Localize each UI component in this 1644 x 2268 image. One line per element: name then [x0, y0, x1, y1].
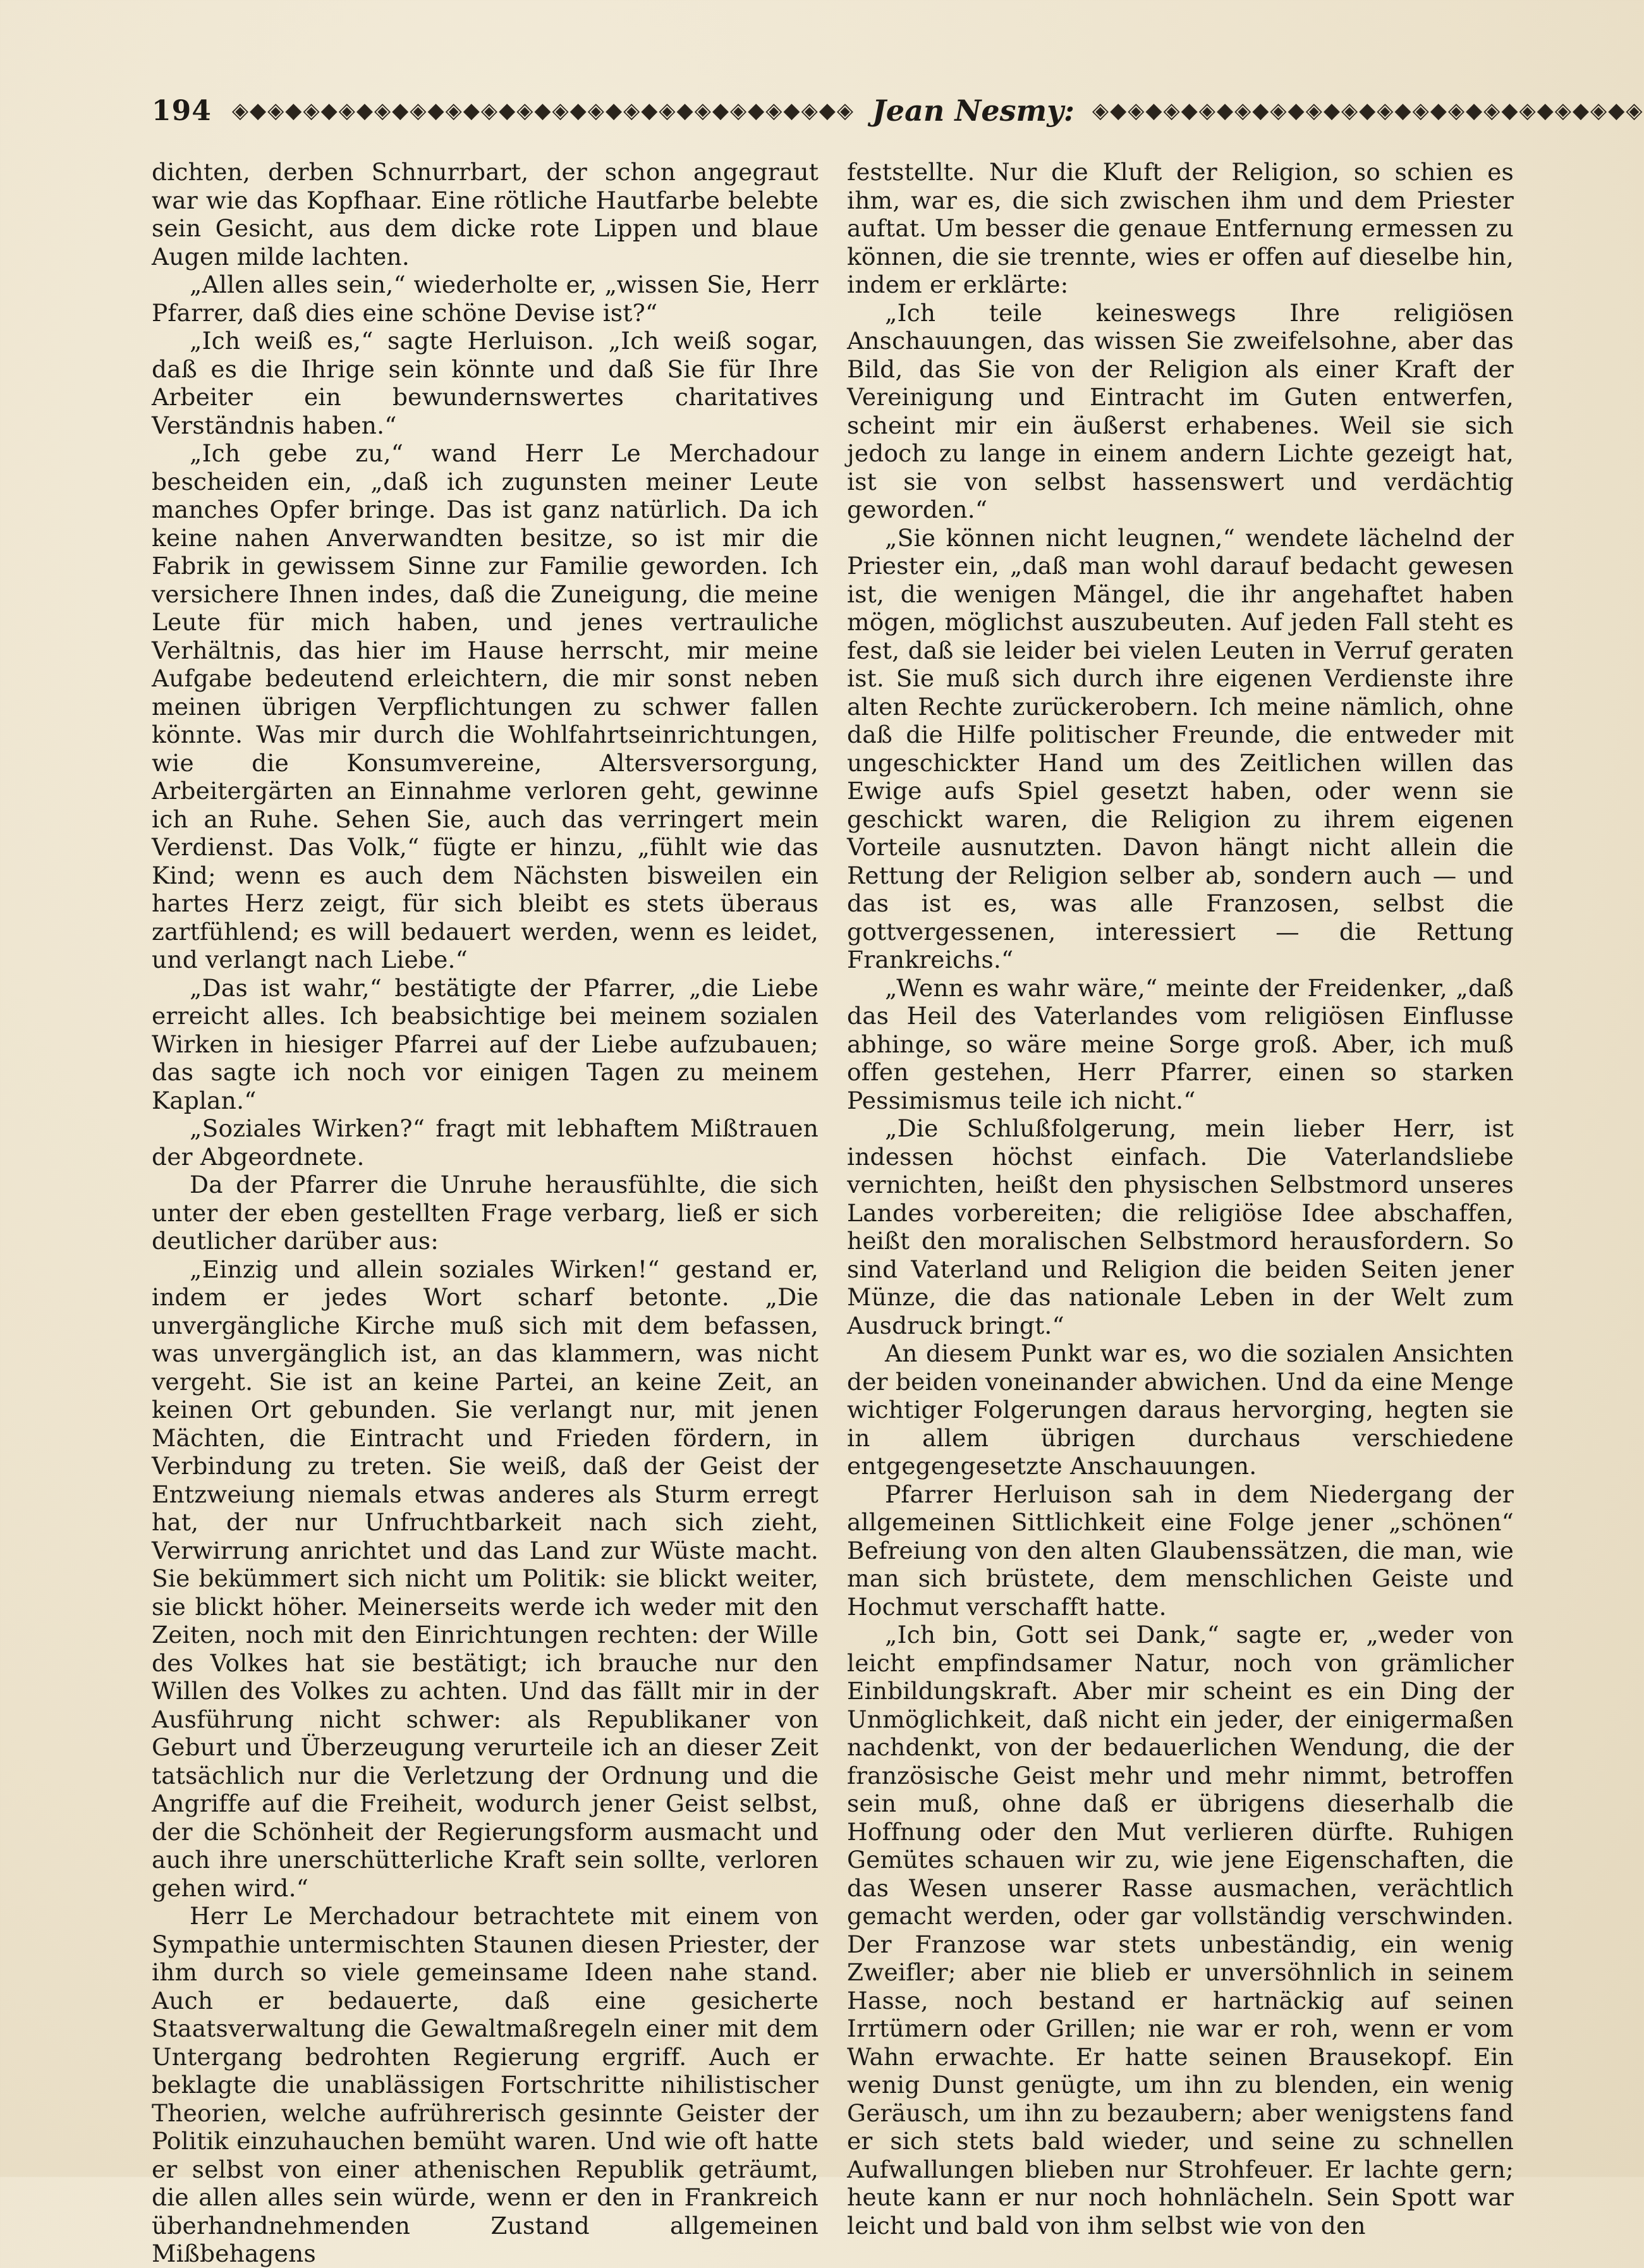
ornament-border-right: ◈◆◈◆◈◆◈◆◈◆◈◆◈◆◈◆◈◆◈◆◈◆◈◆◈◆◈◆◈◆◈ — [1092, 98, 1644, 123]
running-title: Jean Nesmy: — [872, 94, 1075, 128]
right-column — [847, 158, 1514, 2240]
paragraph: „Ich gebe zu,“ wand Herr Le Merchadour bescheiden ein, „daß ich zugunsten meiner Leute manches Opfer bringe. Das ist ganz natürlich. Da ich keine nahen Anverwandten besitze, so ist mir die Fabrik in gewissem Sinne zur Familie geworden. Ich versichere Ihnen indes, daß die Zuneigung, die meine Leute für mich haben, und jenes vertrauliche Verhältnis, das hier im Hause herrscht, mir meine Aufgabe bedeutend erleichtern, die mir sonst neben meinen übrigen Verpflichtungen zu schwer fallen könnte. Was mir durch die Wohlfahrtseinrichtungen, wie die Konsumvereine, Altersversorgung, Arbeitergärten an Einnahme verloren geht, gewinne ich an Ruhe. Sehen Sie, auch das verringert mein Verdienst. Das Volk,“ fügte er hinzu, „fühlt wie das Kind; wenn es auch dem Nächsten bisweilen ein hartes Herz zeigt, für sich bleibt es stets überaus zartfühlend; es will bedauert werden, wenn es leidet, und verlangt nach Liebe.“ — [152, 439, 819, 973]
paragraph: „Allen alles sein,“ wiederholte er, „wissen Sie, Herr Pfarrer, daß dies eine schöne Devise ist?“ — [152, 271, 819, 327]
paragraph: „Die Schlußfolgerung, mein lieber Herr, ist indessen höchst einfach. Die Vaterlandsliebe vernichten, heißt den physischen Selbstmord unseres Landes vorbereiten; die religiöse Idee abschaffen, heißt den moralischen Selbstmord herausfordern. So sind Vaterland und Religion die beiden Seiten jener Münze, die das nationale Leben in der Welt zum Ausdruck bringt.“ — [847, 1114, 1514, 1339]
paragraph: „Ich teile keineswegs Ihre religiösen Anschauungen, das wissen Sie zweifelsohne, aber das Bild, das Sie von der Religion als einer Kraft der Vereinigung und Eintracht im Guten entwerfen, scheint mir ein äußerst erhabenes. Weil sie sich jedoch zu lange in einem andern Lichte gezeigt hat, ist sie von selbst hassenswert und verdächtig geworden.“ — [847, 298, 1514, 523]
page-header — [152, 88, 1644, 133]
paragraph: Herr Le Merchadour betrachtete mit einem von Sympathie untermischten Staunen diesen Priester, der ihm durch so viele gemeinsame Ideen nahe stand. Auch er bedauerte, daß eine gesicherte Staatsverwaltung die Gewaltmaßregeln einer mit dem Untergang bedrohten Regierung ergriff. Auch er beklagte die unablässigen Fortschritte nihilistischer Theorien, welche aufrührerisch gesinnte Geister der Politik einzuhauchen bemüht waren. Und wie oft hatte er selbst von einer athenischen Republik geträumt, die allen alles sein würde, wenn er den in Frankreich überhandnehmenden Zustand allgemeinen Mißbehagens — [152, 1902, 819, 2267]
paragraph: „Einzig und allein soziales Wirken!“ gestand er, indem er jedes Wort scharf betonte. „Die unvergängliche Kirche muß sich mit dem befassen, was unvergänglich ist, an das klammern, was nicht vergeht. Sie ist an keine Partei, an keine Zeit, an keinen Ort gebunden. Sie verlangt nur, mit jenen Mächten, die Eintracht und Frieden fördern, in Verbindung zu treten. Sie weiß, daß der Geist der Entzweiung niemals etwas anderes als Sturm erregt hat, der nur Unfruchtbarkeit nach sich zieht, Verwirrung anrichtet und das Land zur Wüste macht. Sie bekümmert sich nicht um Politik: sie blickt weiter, sie blickt höher. Meinerseits werde ich weder mit den Zeiten, noch mit den Einrichtungen rechten: der Wille des Volkes hat sie bestätigt; ich brauche nur den Willen des Volkes zu achten. Und das fällt mir in der Ausführung nicht schwer: als Republikaner von Geburt und Überzeugung verurteile ich an dieser Zeit tatsächlich nur die Verletzung der Ordnung und die Angriffe auf die Freiheit, wodurch jener Geist selbst, der die Schönheit der Regierungsform ausmacht und auch ihre unerschütterliche Kraft sein sollte, verloren gehen wird.“ — [152, 1255, 819, 1902]
page-number: 194 — [152, 94, 212, 127]
paragraph: „Ich bin, Gott sei Dank,“ sagte er, „weder von leicht empfindsamer Natur, noch von grämlicher Einbildungskraft. Aber mir scheint es ein Ding der Unmöglichkeit, daß nicht ein jeder, der einigermaßen nachdenkt, von der bedauerlichen Wendung, die der französische Geist mehr und mehr nimmt, betroffen sein muß, ohne daß er übrigens dieserhalb die Hoffnung oder den Mut verlieren dürfte. Ruhigen Gemütes schauen wir zu, wie jene Eigenschaften, die das Wesen unserer Rasse ausmachen, verächtlich gemacht werden, oder gar vollständig verschwinden. Der Franzose war stets unbeständig, ein wenig Zweifler; aber nie blieb er unversöhnlich in seinem Hasse, noch bestand er hartnäckig auf seinen Irrtümern oder Grillen; nie war er roh, wenn er vom Wahn erwachte. Er hatte seinen Brausekopf. Ein wenig Dunst genügte, um ihn zu blenden, ein wenig Geräusch, um ihn zu bezaubern; aber wenigstens fand er sich stets bald wieder, und seine zu schnellen Aufwallungen blieben nur Strohfeuer. Er lachte gern; heute kann er nur noch hohnlächeln. Sein Spott war leicht und bald von ihm selbst wie von den — [847, 1621, 1514, 2240]
paragraph: An diesem Punkt war es, wo die sozialen Ansichten der beiden voneinander abwichen. Und da eine Menge wichtiger Folgerungen daraus hervorging, hegten sie in allem übrigen durchaus verschiedene entgegengesetzte Anschauungen. — [847, 1339, 1514, 1480]
ornament-border-left: ◈◆◈◆◈◆◈◆◈◆◈◆◈◆◈◆◈◆◈◆◈◆◈◆◈◆◈◆◈◆◈◆◈◆◈ — [231, 98, 855, 123]
paragraph: „Sie können nicht leugnen,“ wendete lächelnd der Priester ein, „daß man wohl darauf bedacht gewesen ist, die wenigen Mängel, die ihr angehaftet haben mögen, möglichst auszubeuten. Auf jeden Fall steht es fest, daß sie leider bei vielen Leuten in Verruf geraten ist. Sie muß sich durch ihre eigenen Verdienste ihre alten Rechte zurückerobern. Ich meine nämlich, ohne daß die Hilfe politischer Freunde, die entweder mit ungeschickter Hand um des Zeitlichen willen das Ewige aufs Spiel gesetzt haben, oder wenn sie geschickt waren, die Religion zu ihrem eigenen Vorteile ausnutzten. Davon hängt nicht allein die Rettung der Religion selber ab, sondern auch — und das ist es, was alle Franzosen, selbst die gottvergessenen, interessiert — die Rettung Frankreichs.“ — [847, 523, 1514, 973]
paragraph: „Ich weiß es,“ sagte Herluison. „Ich weiß sogar, daß es die Ihrige sein könnte und daß Sie für Ihre Arbeiter ein bewundernswertes charitatives Verständnis haben.“ — [152, 327, 819, 439]
paragraph: „Das ist wahr,“ bestätigte der Pfarrer, „die Liebe erreicht alles. Ich beabsichtige bei meinem sozialen Wirken in hiesiger Pfarrei auf der Liebe aufzubauen; das sagte ich noch vor einigen Tagen zu meinem Kaplan.“ — [152, 973, 819, 1114]
paragraph: „Soziales Wirken?“ fragt mit lebhaftem Mißtrauen der Abgeordnete. — [152, 1114, 819, 1171]
paragraph: Pfarrer Herluison sah in dem Niedergang der allgemeinen Sittlichkeit eine Folge jener „schönen“ Befreiung von den alten Glaubenssätzen, die man, wie man sich brüstete, dem menschlichen Geiste und Hochmut verschafft hatte. — [847, 1480, 1514, 1621]
left-column — [152, 158, 819, 2268]
paragraph: feststellte. Nur die Kluft der Religion, so schien es ihm, war es, die sich zwischen ihm und dem Priester auftat. Um besser die genaue Entfernung ermessen zu können, die sie trennte, wies er offen auf dieselbe hin, indem er erklärte: — [847, 158, 1514, 298]
paragraph: dichten, derben Schnurrbart, der schon angegraut war wie das Kopfhaar. Eine rötliche Hautfarbe belebte sein Gesicht, aus dem dicke rote Lippen und blaue Augen milde lachten. — [152, 158, 819, 271]
paragraph: „Wenn es wahr wäre,“ meinte der Freidenker, „daß das Heil des Vaterlandes vom religiösen Einflusse abhinge, so wäre meine Sorge groß. Aber, ich muß offen gestehen, Herr Pfarrer, einen so starken Pessimismus teile ich nicht.“ — [847, 973, 1514, 1114]
paragraph: Da der Pfarrer die Unruhe herausfühlte, die sich unter der eben gestellten Frage verbarg, ließ er sich deutlicher darüber aus: — [152, 1171, 819, 1255]
